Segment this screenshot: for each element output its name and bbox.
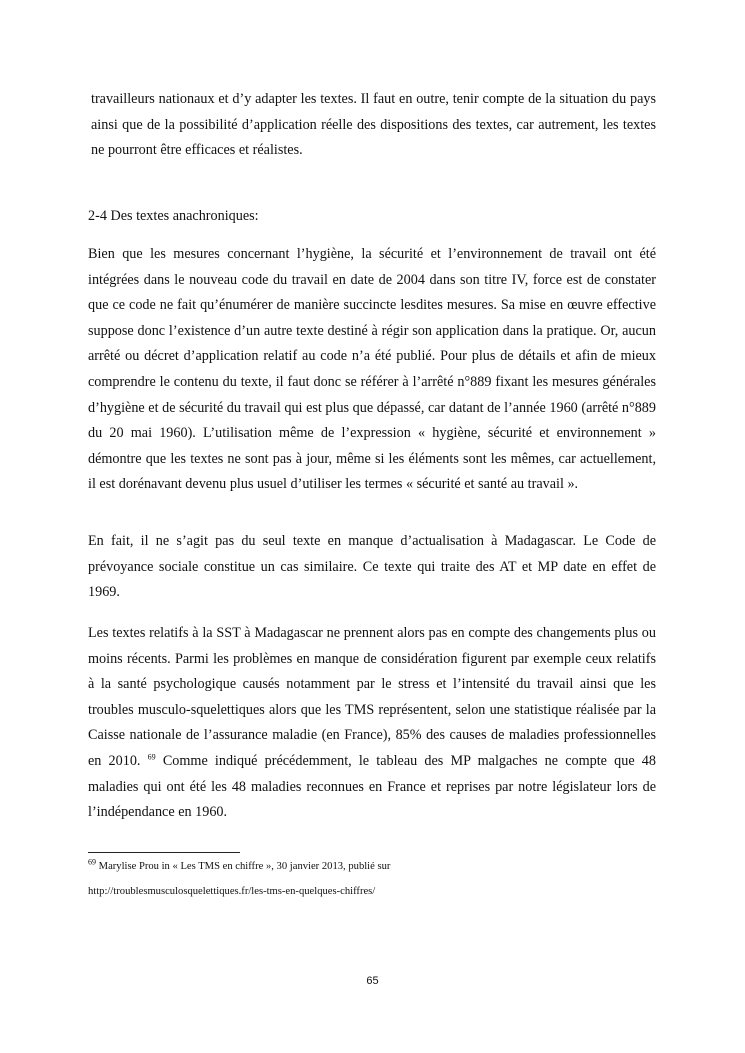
footnote-number: 69 bbox=[88, 857, 96, 867]
page-number: 65 bbox=[366, 975, 379, 987]
footnote-url[interactable]: http://troublesmusculosquelettiques.fr/les-tms-en-quelques-chiffres/ bbox=[88, 886, 376, 897]
paragraph-tms bbox=[88, 621, 656, 826]
paragraph-tms-text-b: Comme indiqué précédemment, le tableau des MP malgaches ne compte que 48 maladies qui ont été les 48 maladies reconnues en France et reprises par notre législateur lors de l’indépendance en 1960. bbox=[88, 752, 656, 821]
paragraph-hygiene-code: Bien que les mesures concernant l’hygiène, la sécurité et l’environnement de travail ont été intégrées dans le nouveau code du travail en date de 2004 dans son titre IV, force est de constater que ce code ne fait qu’énumérer de manière succincte lesdites mesures. Sa mise en œuvre effective suppose donc l’existence d’un autre texte destiné à régir son application dans la pratique. Or, aucun arrêté ou décret d’application relatif au code n’a été publié. Pour plus de détails et afin de mieux comprendre le contenu du texte, il faut donc se référer à l’arrêté n°889 fixant les mesures générales d’hygiène et de sécurité du travail qui est plus que dépassé, car datant de l’année 1960 (arrêté n°889 du 20 mai 1960). L’utilisation même de l’expression « hygiène, sécurité et environnement » démontre que les textes ne sont pas à jour, même si les éléments sont les mêmes, car actuellement, il est dorénavant devenu plus usuel d’utiliser les termes « sécurité et santé au travail ». bbox=[88, 246, 656, 493]
section-heading: 2-4 Des textes anachroniques: bbox=[88, 208, 259, 224]
footnote-divider bbox=[88, 852, 240, 853]
paragraph-continuation: travailleurs nationaux et d’y adapter les textes. Il faut en outre, tenir compte de la situation du pays ainsi que de la possibilité d’application réelle des dispositions des textes, car autrement, les textes ne pourront être efficaces et réalistes. bbox=[91, 91, 656, 159]
paragraph-tms-text-a: Les textes relatifs à la SST à Madagascar ne prennent alors pas en compte des changements plus ou moins récents. Parmi les problèmes en manque de considération figurent par exemple ceux relatifs à la santé psychologique causés notamment par le stress et l’intensité du travail ainsi que les troubles musculo-squelettiques alors que les TMS représentent, selon une statistique réalisée par la Caisse nationale de l’assurance maladie (en France), 85% des causes de maladies professionnelles en 2010. bbox=[88, 625, 656, 769]
paragraph-social-code: En fait, il ne s’agit pas du seul texte en manque d’actualisation à Madagascar. Le Code de prévoyance sociale constitue un cas similaire. Ce texte qui traite des AT et MP date en effet de 1969. bbox=[88, 533, 656, 601]
footnote-text: Marylise Prou in « Les TMS en chiffre », 30 janvier 2013, publié sur bbox=[96, 861, 391, 872]
footnote-reference: 69 bbox=[147, 752, 156, 762]
footnote bbox=[88, 854, 656, 904]
